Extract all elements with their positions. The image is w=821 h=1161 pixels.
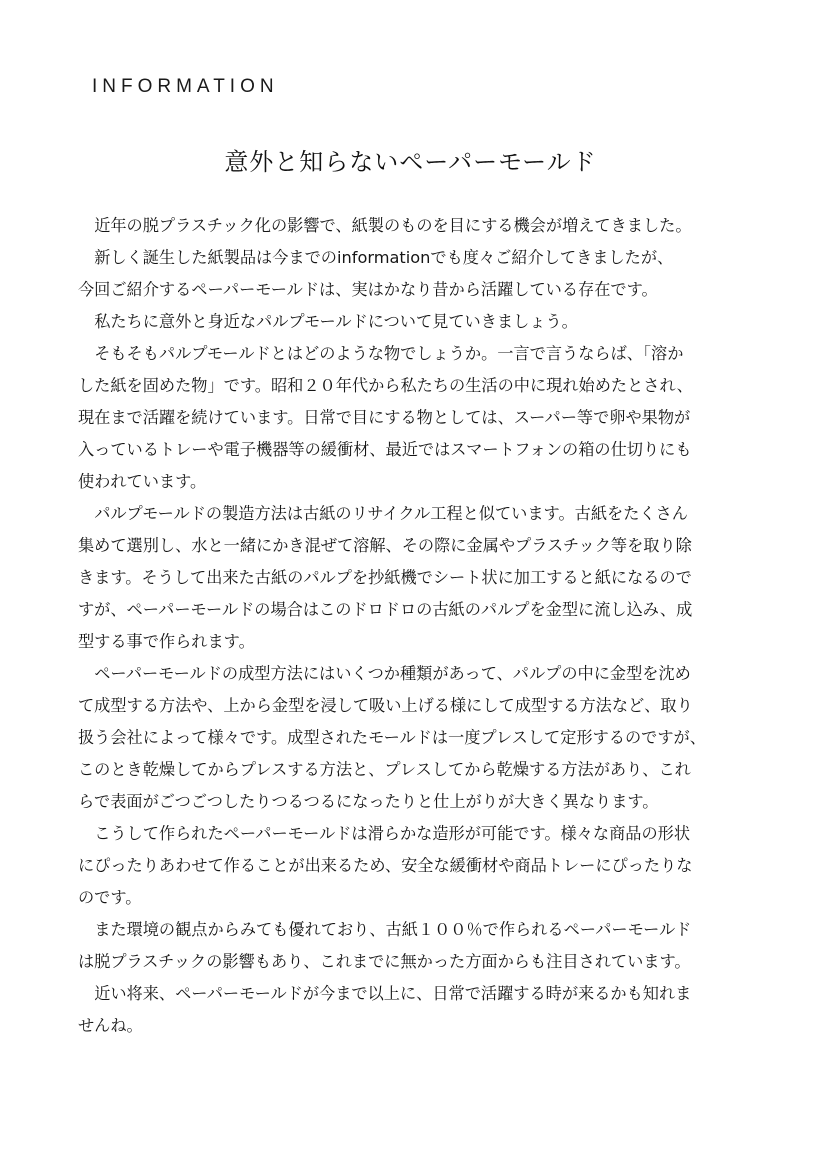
text-line: パルプモールドの製造方法は古紙のリサイクル工程と似ています。古紙をたくさん — [94, 504, 688, 523]
article-title: 意外と知らないペーパーモールド — [224, 148, 597, 176]
text-line: 扱う会社によって様々です。成型されたモールドは一度プレスして定形するのですが、 — [78, 728, 706, 747]
paragraph — [78, 498, 758, 658]
paragraph — [78, 914, 758, 978]
section-label: INFORMATION — [92, 76, 279, 97]
text-line: そもそもパルプモールドとはどのような物でしょうか。一言で言うならば、「溶か — [94, 344, 684, 363]
paragraph — [78, 242, 758, 306]
text-line: 型する事で作られます。 — [78, 632, 255, 651]
text-line: 近い将来、ペーパーモールドが今まで以上に、日常で活躍する時が来るかも知れま — [94, 984, 692, 1003]
paragraph — [78, 818, 758, 914]
text-line: きます。そうして出来た古紙のパルプを抄紙機でシート状に加工すると紙になるので — [78, 568, 692, 587]
text-line: せんね。 — [78, 1016, 143, 1035]
paragraph — [78, 306, 758, 338]
text-line: にぴったりあわせて作ることが出来るため、安全な緩衝材や商品トレーにぴったりな — [78, 856, 693, 875]
text-line: て成型する方法や、上から金型を浸して吸い上げる様にして成型する方法など、取り — [78, 696, 693, 715]
text-line: した紙を固めた物」です。昭和２０年代から私たちの生活の中に現れ始めたとされ、 — [78, 376, 693, 395]
paragraph — [78, 658, 758, 818]
text-line: ペーパーモールドの成型方法にはいくつか種類があって、パルプの中に金型を沈め — [94, 664, 691, 683]
article-body — [78, 210, 758, 1042]
paragraph — [78, 338, 758, 498]
text-line: このとき乾燥してからプレスする方法と、プレスしてから乾燥する方法があり、これ — [78, 760, 691, 779]
paragraph — [78, 978, 758, 1042]
text-line: こうして作られたペーパーモールドは滑らかな造形が可能です。様々な商品の形状 — [94, 824, 691, 843]
text-line: 入っているトレーや電子機器等の緩衝材、最近ではスマートフォンの箱の仕切りにも — [78, 440, 692, 459]
text-line: また環境の観点からみても優れており、古紙１００％で作られるペーパーモールド — [94, 920, 692, 939]
paragraph — [78, 210, 758, 242]
text-line: 集めて選別し、水と一緒にかき混ぜて溶解、その際に金属やプラスチック等を取り除 — [78, 536, 692, 555]
text-line: 現在まで活躍を続けています。日常で目にする物としては、スーパー等で卵や果物が — [78, 408, 691, 427]
text-line: らで表面がごつごつしたりつるつるになったりと仕上がりが大きく異なります。 — [78, 792, 659, 811]
text-line: 近年の脱プラスチック化の影響で、紙製のものを目にする機会が増えてきました。 — [94, 216, 692, 235]
text-line: のです。 — [78, 888, 142, 907]
text-line: 使われています。 — [78, 472, 207, 491]
text-line: は脱プラスチックの影響もあり、これまでに無かった方面からも注目されています。 — [78, 952, 691, 971]
text-line: 私たちに意外と身近なパルプモールドについて見ていきましょう。 — [94, 312, 578, 331]
text-line: 新しく誕生した紙製品は今までのinformationでも度々ご紹介してきましたが、 — [94, 248, 674, 267]
text-line: 今回ご紹介するペーパーモールドは、実はかなり昔から活躍している存在です。 — [78, 280, 658, 299]
text-line: すが、ペーパーモールドの場合はこのドロドロの古紙のパルプを金型に流し込み、成 — [78, 600, 693, 619]
